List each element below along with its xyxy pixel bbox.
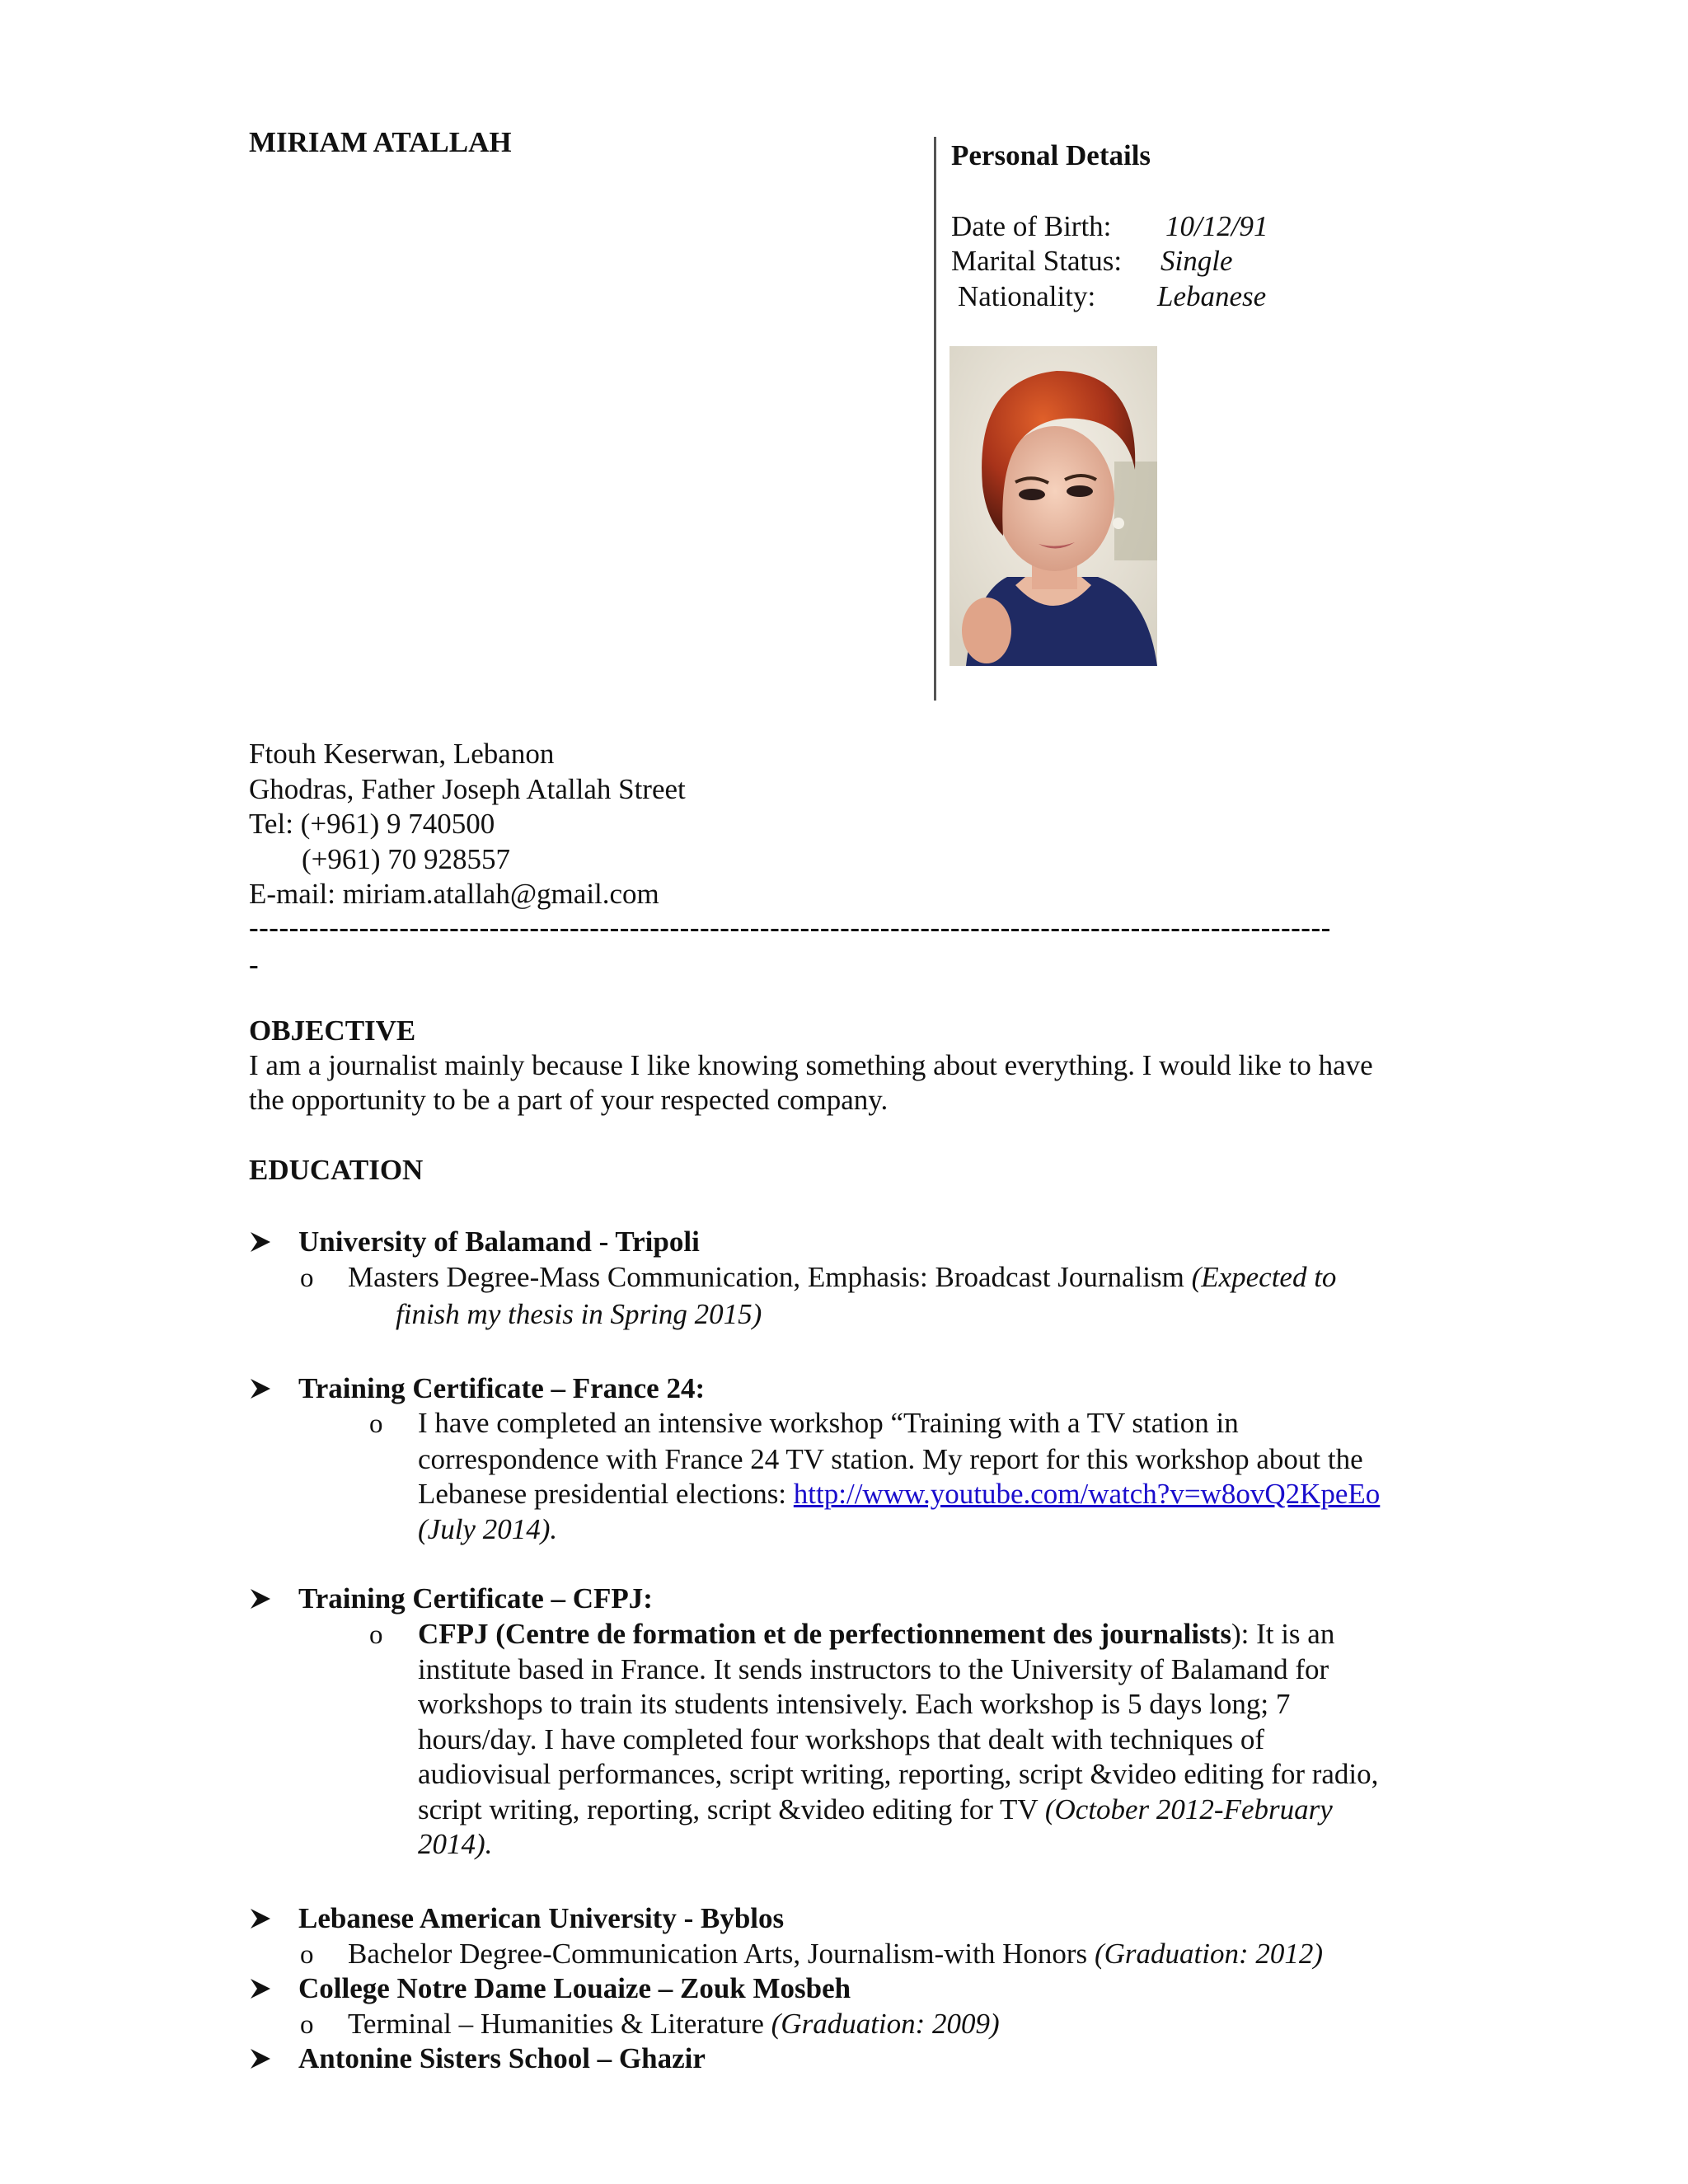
ndl-degree: Terminal – Humanities & Literature bbox=[348, 2008, 771, 2040]
cfpj-line-1-rest: ): It is an bbox=[1231, 1618, 1335, 1650]
marital-label: Marital Status: bbox=[951, 245, 1123, 277]
marital-value: Single bbox=[1160, 245, 1233, 277]
profile-photo-illustration bbox=[950, 346, 1157, 666]
arrow-bullet-icon bbox=[249, 2046, 274, 2071]
cfpj-line-3: workshops to train its students intensively. Each workshop is 5 days long; 7 bbox=[418, 1688, 1291, 1720]
cfpj-title: Training Certificate – CFPJ: bbox=[298, 1582, 653, 1615]
balamand-degree: Masters Degree-Mass Communication, Emphasis: Broadcast Journalism bbox=[348, 1261, 1192, 1293]
dob-value: 10/12/91 bbox=[1165, 210, 1268, 242]
france24-line-3 bbox=[418, 1477, 1380, 1511]
cfpj-line-2: institute based in France. It sends instructors to the University of Balamand for bbox=[418, 1653, 1329, 1685]
balamand-item bbox=[348, 1260, 1336, 1295]
cfpj-dates: (October 2012-February bbox=[1044, 1793, 1333, 1825]
column-divider bbox=[934, 137, 936, 701]
balamand-title: University of Balamand - Tripoli bbox=[298, 1226, 700, 1258]
dob-label: Date of Birth: bbox=[951, 210, 1112, 242]
circle-bullet-icon: o bbox=[300, 1263, 314, 1293]
personal-details-heading: Personal Details bbox=[951, 139, 1151, 171]
cfpj-line-6-text: script writing, reporting, script &video editing for TV bbox=[418, 1793, 1045, 1825]
email: E-mail: miriam.atallah@gmail.com bbox=[249, 878, 659, 910]
arrow-bullet-icon bbox=[249, 1376, 274, 1401]
cfpj-line-4: hours/day. I have completed four workshops that dealt with techniques of bbox=[418, 1723, 1265, 1755]
ndl-title: College Notre Dame Louaize – Zouk Mosbeh bbox=[298, 1972, 851, 2004]
arrow-bullet-icon bbox=[249, 1976, 274, 2001]
dashed-divider: ------------------------------------------------------------------------------------------------------------ bbox=[249, 912, 1331, 944]
circle-bullet-icon: o bbox=[300, 1940, 314, 1970]
education-heading: EDUCATION bbox=[249, 1154, 424, 1186]
cfpj-line-1 bbox=[418, 1617, 1334, 1652]
balamand-expected: (Expected to bbox=[1191, 1261, 1337, 1293]
dashed-divider-tail: - bbox=[249, 949, 259, 981]
nationality-label: Nationality: bbox=[958, 280, 1096, 312]
circle-bullet-icon: o bbox=[300, 2010, 314, 2040]
address-line-1: Ftouh Keserwan, Lebanon bbox=[249, 738, 555, 770]
address-line-2: Ghodras, Father Joseph Atallah Street bbox=[249, 773, 686, 805]
circle-bullet-icon: o bbox=[369, 1620, 383, 1650]
cfpj-line-5: audiovisual performances, script writing, reporting, script &video editing for radio, bbox=[418, 1758, 1379, 1790]
arrow-bullet-icon bbox=[249, 1906, 274, 1931]
france24-line-2: correspondence with France 24 TV station. My report for this workshop about the bbox=[418, 1443, 1363, 1475]
objective-line-1: I am a journalist mainly because I like knowing something about everything. I would like to have bbox=[249, 1049, 1373, 1081]
arrow-bullet-icon bbox=[249, 1230, 274, 1254]
cfpj-name: CFPJ (Centre de formation et de perfectionnement des journalists bbox=[418, 1618, 1231, 1650]
profile-photo bbox=[950, 346, 1157, 666]
lau-graduation: (Graduation: 2012) bbox=[1094, 1938, 1323, 1970]
lau-title: Lebanese American University - Byblos bbox=[298, 1902, 785, 1934]
france24-line-3-text: Lebanese presidential elections: bbox=[418, 1478, 794, 1510]
youtube-report-link[interactable]: http://www.youtube.com/watch?v=w8ovQ2KpeEo bbox=[793, 1478, 1381, 1510]
telephone-1: Tel: (+961) 9 740500 bbox=[249, 808, 495, 840]
antonine-title: Antonine Sisters School – Ghazir bbox=[298, 2042, 706, 2074]
telephone-2: (+961) 70 928557 bbox=[302, 843, 511, 875]
objective-line-2: the opportunity to be a part of your respected company. bbox=[249, 1084, 889, 1116]
arrow-bullet-icon bbox=[249, 1586, 274, 1611]
lau-degree: Bachelor Degree-Communication Arts, Journalism-with Honors bbox=[348, 1938, 1095, 1970]
france24-date: (July 2014). bbox=[418, 1513, 558, 1545]
objective-heading: OBJECTIVE bbox=[249, 1015, 416, 1047]
balamand-item-continued: finish my thesis in Spring 2015) bbox=[396, 1298, 762, 1330]
candidate-name: MIRIAM ATALLAH bbox=[249, 126, 512, 158]
ndl-item bbox=[348, 2007, 1000, 2041]
cfpj-line-7: 2014). bbox=[418, 1828, 493, 1860]
france24-title: Training Certificate – France 24: bbox=[298, 1372, 706, 1404]
nationality-value: Lebanese bbox=[1157, 280, 1267, 312]
lau-item bbox=[348, 1937, 1323, 1971]
france24-line-1: I have completed an intensive workshop “Training with a TV station in bbox=[418, 1407, 1239, 1439]
cfpj-line-6 bbox=[418, 1793, 1333, 1827]
ndl-graduation: (Graduation: 2009) bbox=[771, 2008, 1000, 2040]
circle-bullet-icon: o bbox=[369, 1409, 383, 1439]
